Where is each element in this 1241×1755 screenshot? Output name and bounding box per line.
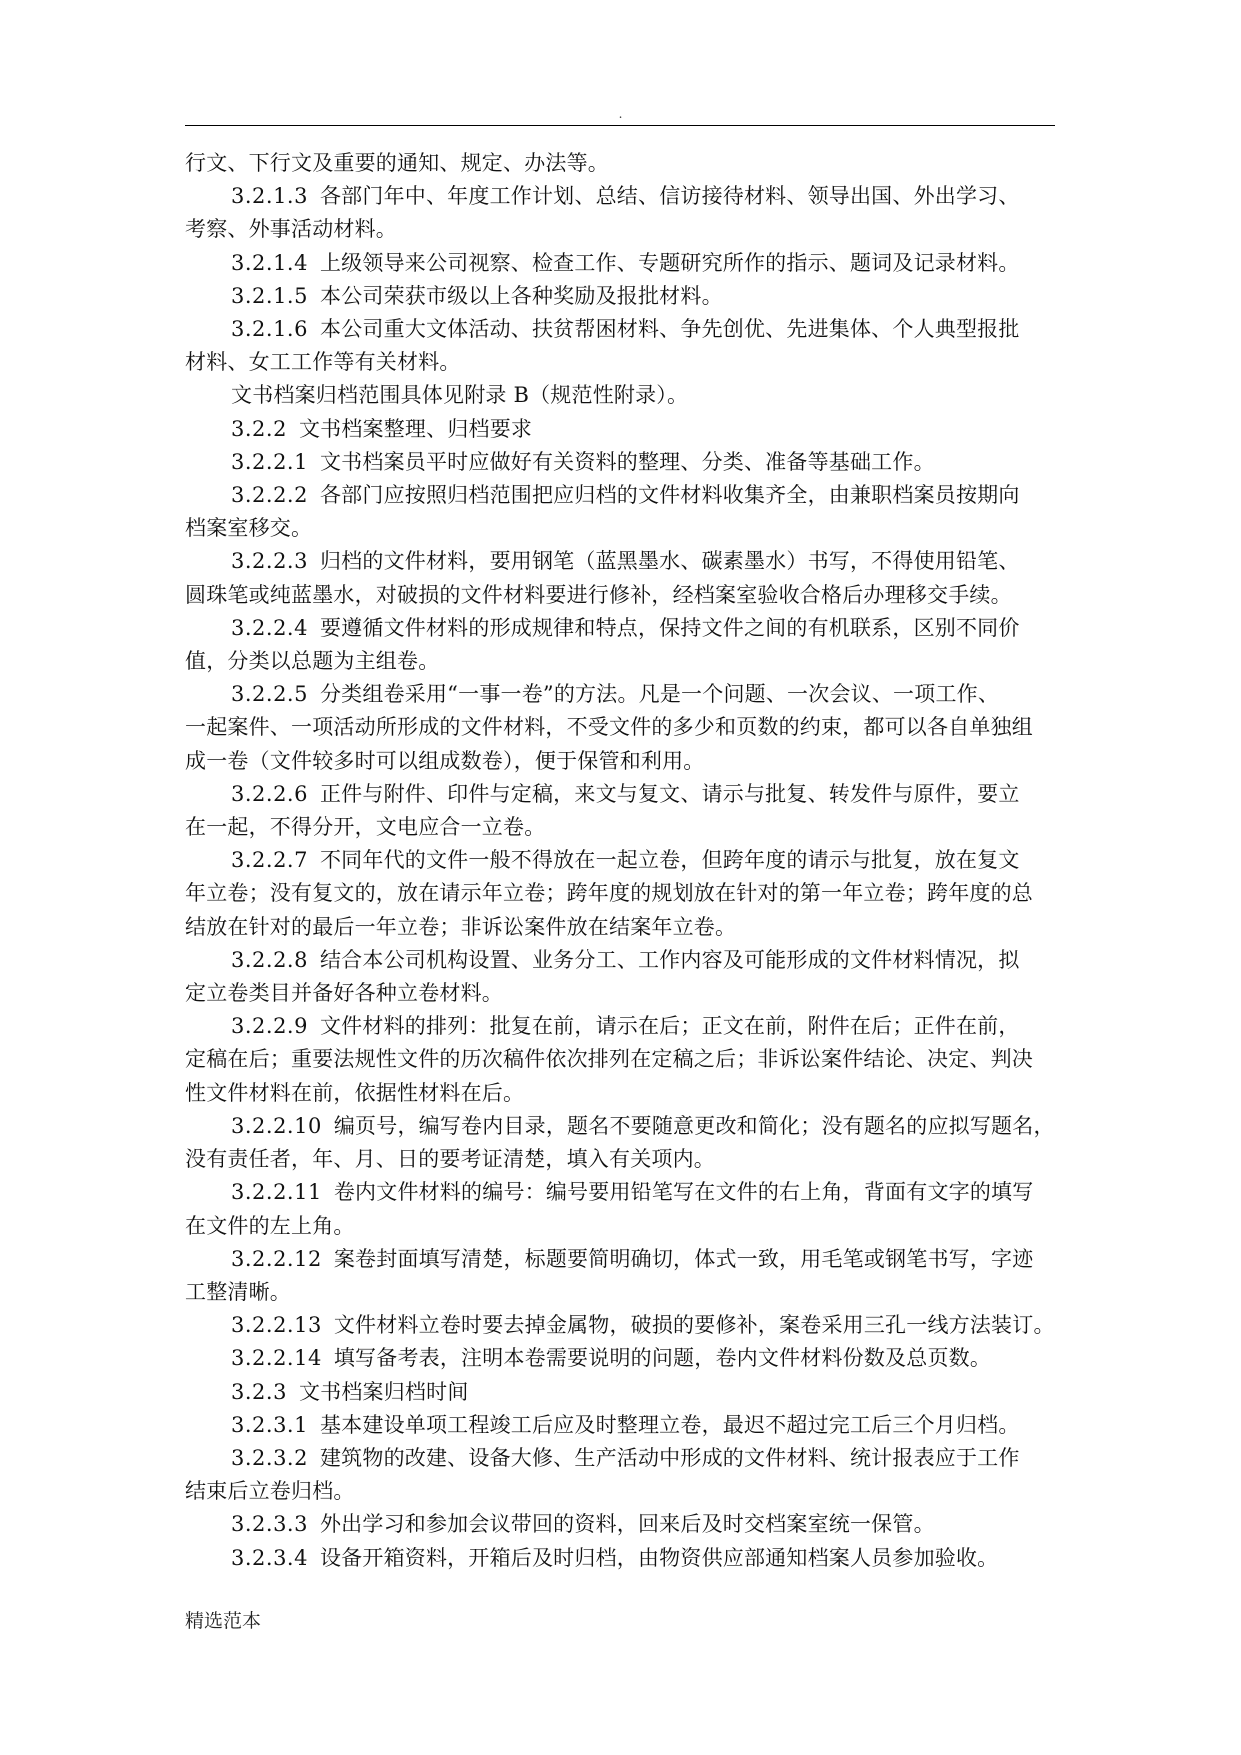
clause-number: 3.2.2.3	[231, 549, 308, 574]
text-line	[185, 1508, 1065, 1541]
clause-number: 3.2.3.3	[231, 1512, 308, 1537]
line-text: 文件材料的排列：批复在前，请示在后；正文在前，附件在后；正件在前，	[319, 1014, 1020, 1039]
clause-number: 3.2.2.7	[231, 848, 308, 873]
line-text: 正件与附件、印件与定稿，来文与复文、请示与批复、转发件与原件，要立	[319, 781, 1020, 806]
clause-number: 3.2.2.12	[231, 1246, 322, 1271]
text-line	[185, 1010, 1065, 1043]
text-line	[185, 1376, 1065, 1409]
text-line	[185, 413, 1065, 446]
line-text: 在文件的左上角。	[185, 1213, 355, 1238]
text-line	[185, 1143, 1065, 1176]
line-text: 本公司重大文体活动、扶贫帮困材料、争先创优、先进集体、个人典型报批	[319, 317, 1020, 342]
text-line	[185, 1176, 1065, 1209]
line-text: 各部门年中、年度工作计划、总结、信访接待材料、领导出国、外出学习、	[319, 184, 1020, 209]
line-text: 行文、下行文及重要的通知、规定、办法等。	[185, 151, 609, 175]
clause-number: 3.2.2.13	[231, 1313, 322, 1338]
text-line	[185, 1342, 1065, 1375]
text-line	[185, 1542, 1065, 1575]
clause-number: 3.2.2.5	[231, 682, 308, 707]
line-text: 在一起，不得分开，文电应合一立卷。	[185, 815, 546, 840]
text-line	[185, 1043, 1065, 1076]
line-text: 归档的文件材料，要用钢笔（蓝黑墨水、碳素墨水）书写，不得使用铅笔、	[319, 549, 1020, 574]
text-line	[185, 1077, 1065, 1110]
text-line	[185, 1442, 1065, 1475]
clause-number: 3.2.2.8	[231, 947, 308, 972]
line-text: 文书档案归档范围具体见附录 B（规范性附录）。	[231, 383, 689, 408]
text-line	[185, 711, 1065, 744]
clause-number: 3.2.2.4	[231, 615, 308, 640]
text-line	[185, 512, 1065, 545]
line-text: 定立卷类目并备好各种立卷材料。	[185, 981, 503, 1006]
line-text: 值，分类以总题为主组卷。	[185, 649, 440, 674]
line-text: 各部门应按照归档范围把应归档的文件材料收集齐全，由兼职档案员按期向	[319, 483, 1020, 508]
line-text: 案卷封面填写清楚，标题要简明确切，体式一致，用毛笔或钢笔书写，字迹	[333, 1246, 1034, 1271]
document-body	[185, 147, 1065, 1575]
text-line	[185, 545, 1065, 578]
text-line	[185, 379, 1065, 412]
text-line	[185, 1243, 1065, 1276]
text-line	[185, 213, 1065, 246]
line-text: 要遵循文件材料的形成规律和特点，保持文件之间的有机联系，区别不同价	[319, 615, 1020, 640]
clause-number: 3.2.2.1	[231, 449, 308, 474]
line-text: 文件材料立卷时要去掉金属物，破损的要修补，案卷采用三孔一线方法装订。	[333, 1313, 1055, 1338]
line-text: 档案室移交。	[185, 516, 313, 541]
line-text: 卷内文件材料的编号：编号要用铅笔写在文件的右上角，背面有文字的填写	[333, 1180, 1034, 1205]
text-line	[185, 1276, 1065, 1309]
text-line	[185, 579, 1065, 612]
line-text: 工整清晰。	[185, 1279, 291, 1304]
line-text: 定稿在后；重要法规性文件的历次稿件依次排列在定稿之后；非诉讼案件结论、决定、判决	[185, 1047, 1033, 1072]
line-text: 基本建设单项工程竣工后应及时整理立卷，最迟不超过完工后三个月归档。	[319, 1412, 1020, 1437]
clause-number: 3.2.1.4	[231, 250, 308, 275]
line-text: 文书档案整理、归档要求	[298, 416, 533, 441]
text-line	[185, 247, 1065, 280]
clause-number: 3.2.1.3	[231, 184, 308, 209]
text-line	[185, 346, 1065, 379]
clause-number: 3.2.2.2	[231, 483, 308, 508]
line-text: 分类组卷采用“一事一卷”的方法。凡是一个问题、一次会议、一项工作、	[319, 682, 1000, 707]
text-line	[185, 147, 1065, 180]
clause-number: 3.2.3.4	[231, 1545, 308, 1570]
text-line	[185, 180, 1065, 213]
line-text: 不同年代的文件一般不得放在一起立卷，但跨年度的请示与批复，放在复文	[319, 848, 1020, 873]
text-line	[185, 612, 1065, 645]
clause-number: 3.2.2.9	[231, 1014, 308, 1039]
line-text: 圆珠笔或纯蓝墨水，对破损的文件材料要进行修补，经档案室验收合格后办理移交手续。	[185, 582, 1012, 607]
text-line	[185, 745, 1065, 778]
line-text: 没有责任者，年、月、日的要考证清楚，填入有关项内。	[185, 1147, 715, 1172]
line-text: 材料、女工工作等有关材料。	[185, 350, 461, 375]
line-text: 本公司荣获市级以上各种奖励及报批材料。	[319, 283, 723, 308]
clause-number: 3.2.1.6	[231, 317, 308, 342]
text-line	[185, 1210, 1065, 1243]
text-line	[185, 678, 1065, 711]
clause-number: 3.2.2.6	[231, 781, 308, 806]
clause-number: 3.2.1.5	[231, 283, 308, 308]
line-text: 性文件材料在前，依据性材料在后。	[185, 1080, 525, 1105]
text-line	[185, 1309, 1065, 1342]
text-line	[185, 977, 1065, 1010]
line-text: 结合本公司机构设置、业务分工、工作内容及可能形成的文件材料情况，拟	[319, 947, 1020, 972]
line-text: 编页号，编写卷内目录，题名不要随意更改和简化；没有题名的应拟写题名，	[333, 1113, 1055, 1138]
text-line	[185, 280, 1065, 313]
text-line	[185, 1409, 1065, 1442]
line-text: 结放在针对的最后一年立卷；非诉讼案件放在结案年立卷。	[185, 914, 737, 939]
text-line	[185, 446, 1065, 479]
line-text: 建筑物的改建、设备大修、生产活动中形成的文件材料、统计报表应于工作	[319, 1445, 1020, 1470]
text-line	[185, 811, 1065, 844]
header-mark: .	[618, 107, 623, 121]
clause-number: 3.2.3.2	[231, 1445, 308, 1470]
clause-number: 3.2.2.10	[231, 1113, 322, 1138]
line-text: 文书档案归档时间	[298, 1379, 469, 1404]
text-line	[185, 911, 1065, 944]
line-text: 结束后立卷归档。	[185, 1479, 355, 1504]
header-rule	[185, 125, 1055, 126]
clause-number: 3.2.2.11	[231, 1180, 322, 1205]
text-line	[185, 479, 1065, 512]
text-line	[185, 1475, 1065, 1508]
line-text: 成一卷（文件较多时可以组成数卷），便于保管和利用。	[185, 748, 705, 773]
line-text: 外出学习和参加会议带回的资料，回来后及时交档案室统一保管。	[319, 1512, 935, 1537]
clause-number: 3.2.2.14	[231, 1346, 322, 1371]
footer-label: 精选范本	[185, 1610, 262, 1632]
text-line	[185, 778, 1065, 811]
text-line	[185, 944, 1065, 977]
line-text: 上级领导来公司视察、检查工作、专题研究所作的指示、题词及记录材料。	[319, 250, 1020, 275]
line-text: 一起案件、一项活动所形成的文件材料，不受文件的多少和页数的约束，都可以各自单独组	[185, 715, 1033, 740]
line-text: 年立卷；没有复文的，放在请示年立卷；跨年度的规划放在针对的第一年立卷；跨年度的总	[185, 881, 1033, 906]
clause-number: 3.2.2	[231, 416, 287, 441]
text-line	[185, 645, 1065, 678]
text-line	[185, 1110, 1065, 1143]
line-text: 填写备考表，注明本卷需要说明的问题，卷内文件材料份数及总页数。	[333, 1346, 992, 1371]
clause-number: 3.2.3	[231, 1379, 287, 1404]
line-text: 设备开箱资料，开箱后及时归档，由物资供应部通知档案人员参加验收。	[319, 1545, 999, 1570]
text-line	[185, 313, 1065, 346]
text-line	[185, 844, 1065, 877]
line-text: 文书档案员平时应做好有关资料的整理、分类、准备等基础工作。	[319, 449, 935, 474]
line-text: 考察、外事活动材料。	[185, 217, 397, 242]
text-line	[185, 877, 1065, 910]
clause-number: 3.2.3.1	[231, 1412, 308, 1437]
